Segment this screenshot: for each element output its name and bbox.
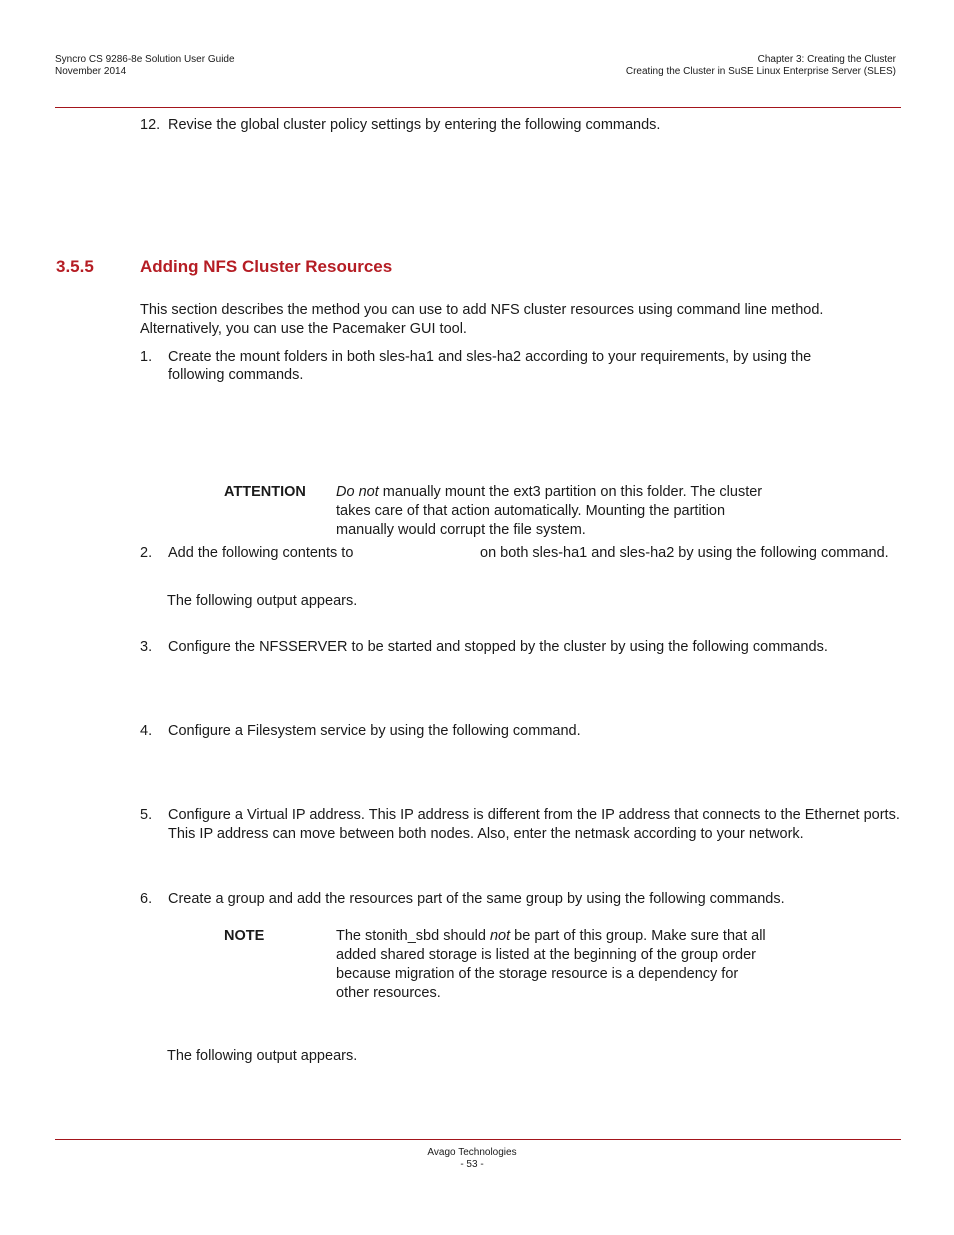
step-2-text-after: on both sles-ha1 and sles-ha2 by using the following command. (480, 545, 889, 561)
step-1-number: 1. (140, 349, 153, 365)
step-4-text: Configure a Filesystem service by using the following command. (168, 723, 581, 739)
note-label: NOTE (224, 928, 265, 944)
header-doc-title: Syncro CS 9286-8e Solution User Guide (55, 54, 235, 65)
step-3-number: 3. (140, 639, 153, 655)
step-6-number: 6. (140, 891, 153, 907)
output-note-2: The following output appears. (167, 1048, 358, 1064)
attention-line-2: takes care of that action automatically. Mounting the partition (336, 503, 726, 519)
header-divider (55, 107, 901, 108)
step-2-text-before: Add the following contents to (168, 545, 354, 561)
step-1-line-2: following commands. (168, 367, 304, 383)
step-2-number: 2. (140, 545, 153, 561)
header-section: Creating the Cluster in SuSE Linux Enterprise Server (SLES) (625, 66, 896, 77)
step-6-text: Create a group and add the resources part of the same group by using the following commands. (168, 891, 785, 907)
attention-line-1 (336, 483, 762, 502)
step-5-line-2: This IP address can move between both nodes. Also, enter the netmask according to your network. (168, 826, 804, 842)
attention-emphasis: Do not (336, 484, 379, 500)
output-note-1: The following output appears. (167, 593, 358, 609)
note-line-3: because migration of the storage resource is a dependency for (336, 966, 739, 982)
step-5-line-1: Configure a Virtual IP address. This IP address is different from the IP address that connects to the Ethernet ports. (168, 807, 900, 823)
step-3-text: Configure the NFSSERVER to be started and stopped by the cluster by using the following commands. (168, 639, 828, 655)
attention-line-3: manually would corrupt the file system. (336, 522, 586, 538)
footer-divider (55, 1139, 901, 1140)
step-4-number: 4. (140, 723, 153, 739)
step-5-number: 5. (140, 807, 153, 823)
header-chapter: Chapter 3: Creating the Cluster (757, 54, 896, 65)
note-line-1-pre: The stonith_sbd should (336, 928, 490, 944)
attention-line-1-rest: manually mount the ext3 partition on this folder. The cluster (378, 484, 763, 500)
footer-company: Avago Technologies (427, 1147, 517, 1158)
step-12-text: Revise the global cluster policy settings by entering the following commands. (168, 117, 661, 133)
attention-label: ATTENTION (224, 484, 306, 500)
section-number: 3.5.5 (56, 257, 94, 276)
intro-line-1: This section describes the method you can use to add NFS cluster resources using command line method. (140, 302, 824, 318)
header-date: November 2014 (55, 66, 127, 77)
footer-page-number: - 53 - (460, 1159, 484, 1170)
note-line-2: added shared storage is listed at the beginning of the group order (336, 947, 756, 963)
note-line-1 (336, 927, 766, 946)
step-1-line-1: Create the mount folders in both sles-ha1 and sles-ha2 according to your requirements, by using the (168, 349, 812, 365)
section-title: Adding NFS Cluster Resources (140, 257, 393, 276)
note-line-1-post: be part of this group. Make sure that all (510, 928, 766, 944)
note-line-4: other resources. (336, 985, 441, 1001)
intro-line-2: Alternatively, you can use the Pacemaker GUI tool. (140, 321, 467, 337)
step-12-number: 12. (140, 117, 161, 133)
note-emphasis: not (489, 928, 511, 944)
